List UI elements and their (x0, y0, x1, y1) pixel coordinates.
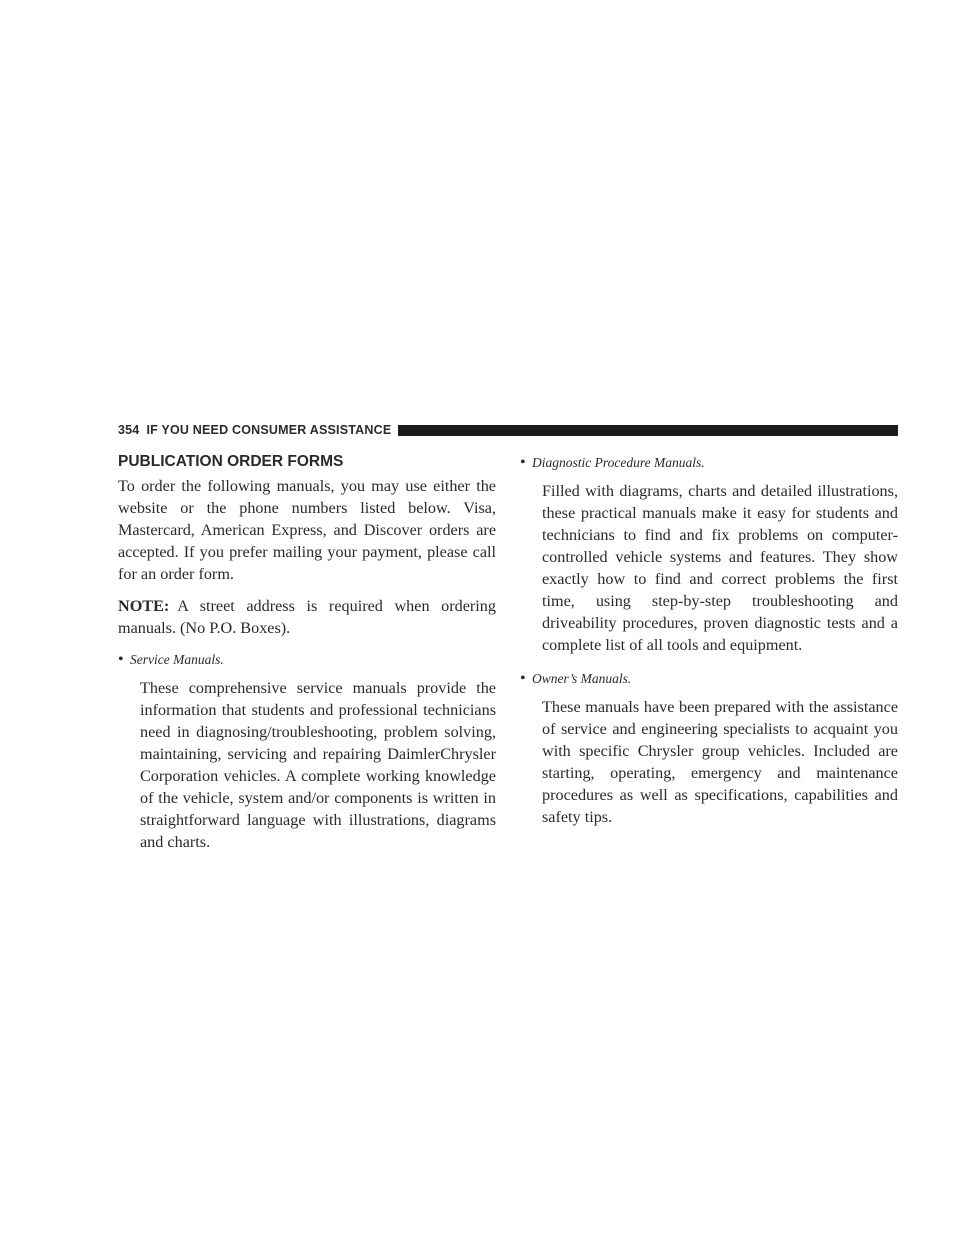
list-item-bullet (520, 668, 898, 690)
note-paragraph (118, 595, 496, 639)
page-header (118, 422, 898, 438)
list-item-body: Filled with diagrams, charts and detailed illustrations, these practical manuals make it easy for students and technicians to find and fix problems on computer-controlled vehicle systems and features. They show exactly how to find and correct problems the first time, using step-by-step troubleshooting and driveability procedures, proven diagnostic tests and a complete list of all tools and equipment. (542, 482, 898, 654)
list-item-body: These comprehensive service manuals provide the information that students and professional technicians need in diagnosing/troubleshooting, problem solving, maintaining, servicing and repairing DaimlerChrysler Corporation vehicles. A complete working knowledge of the vehicle, system and/or components is written in straightforward language with illustrations, diagrams and charts. (140, 679, 496, 851)
section-title: PUBLICATION ORDER FORMS (118, 453, 344, 470)
header-rule-bar (398, 425, 898, 436)
list-item-label: Owner’s Manuals. (532, 671, 632, 686)
note-label: NOTE: (118, 597, 170, 615)
list-item-bullet (118, 649, 496, 671)
list-item-bullet (520, 452, 898, 474)
right-column (520, 450, 898, 840)
intro-paragraph: To order the following manuals, you may use either the website or the phone numbers listed below. Visa, Mastercard, American Express, and Discover orders are accepted. If you prefer mailing your payment, please call for an order form. (118, 477, 496, 583)
bullet-icon: • (118, 651, 124, 668)
list-item-label: Service Manuals. (130, 652, 224, 667)
bullet-icon: • (520, 454, 526, 471)
note-text: A street address is required when ordering manuals. (No P.O. Boxes). (118, 597, 496, 637)
list-item-label: Diagnostic Procedure Manuals. (532, 455, 705, 470)
list-item-body: These manuals have been prepared with the assistance of service and engineering specialists to acquaint you with specific Chrysler group vehicles. Included are starting, operating, emergency and maintenance procedures as well as specifications, capabilities and safety tips. (542, 698, 898, 826)
bullet-icon: • (520, 670, 526, 687)
running-title: IF YOU NEED CONSUMER ASSISTANCE (146, 423, 392, 437)
page-number: 354 (118, 423, 140, 437)
left-column (118, 450, 496, 865)
